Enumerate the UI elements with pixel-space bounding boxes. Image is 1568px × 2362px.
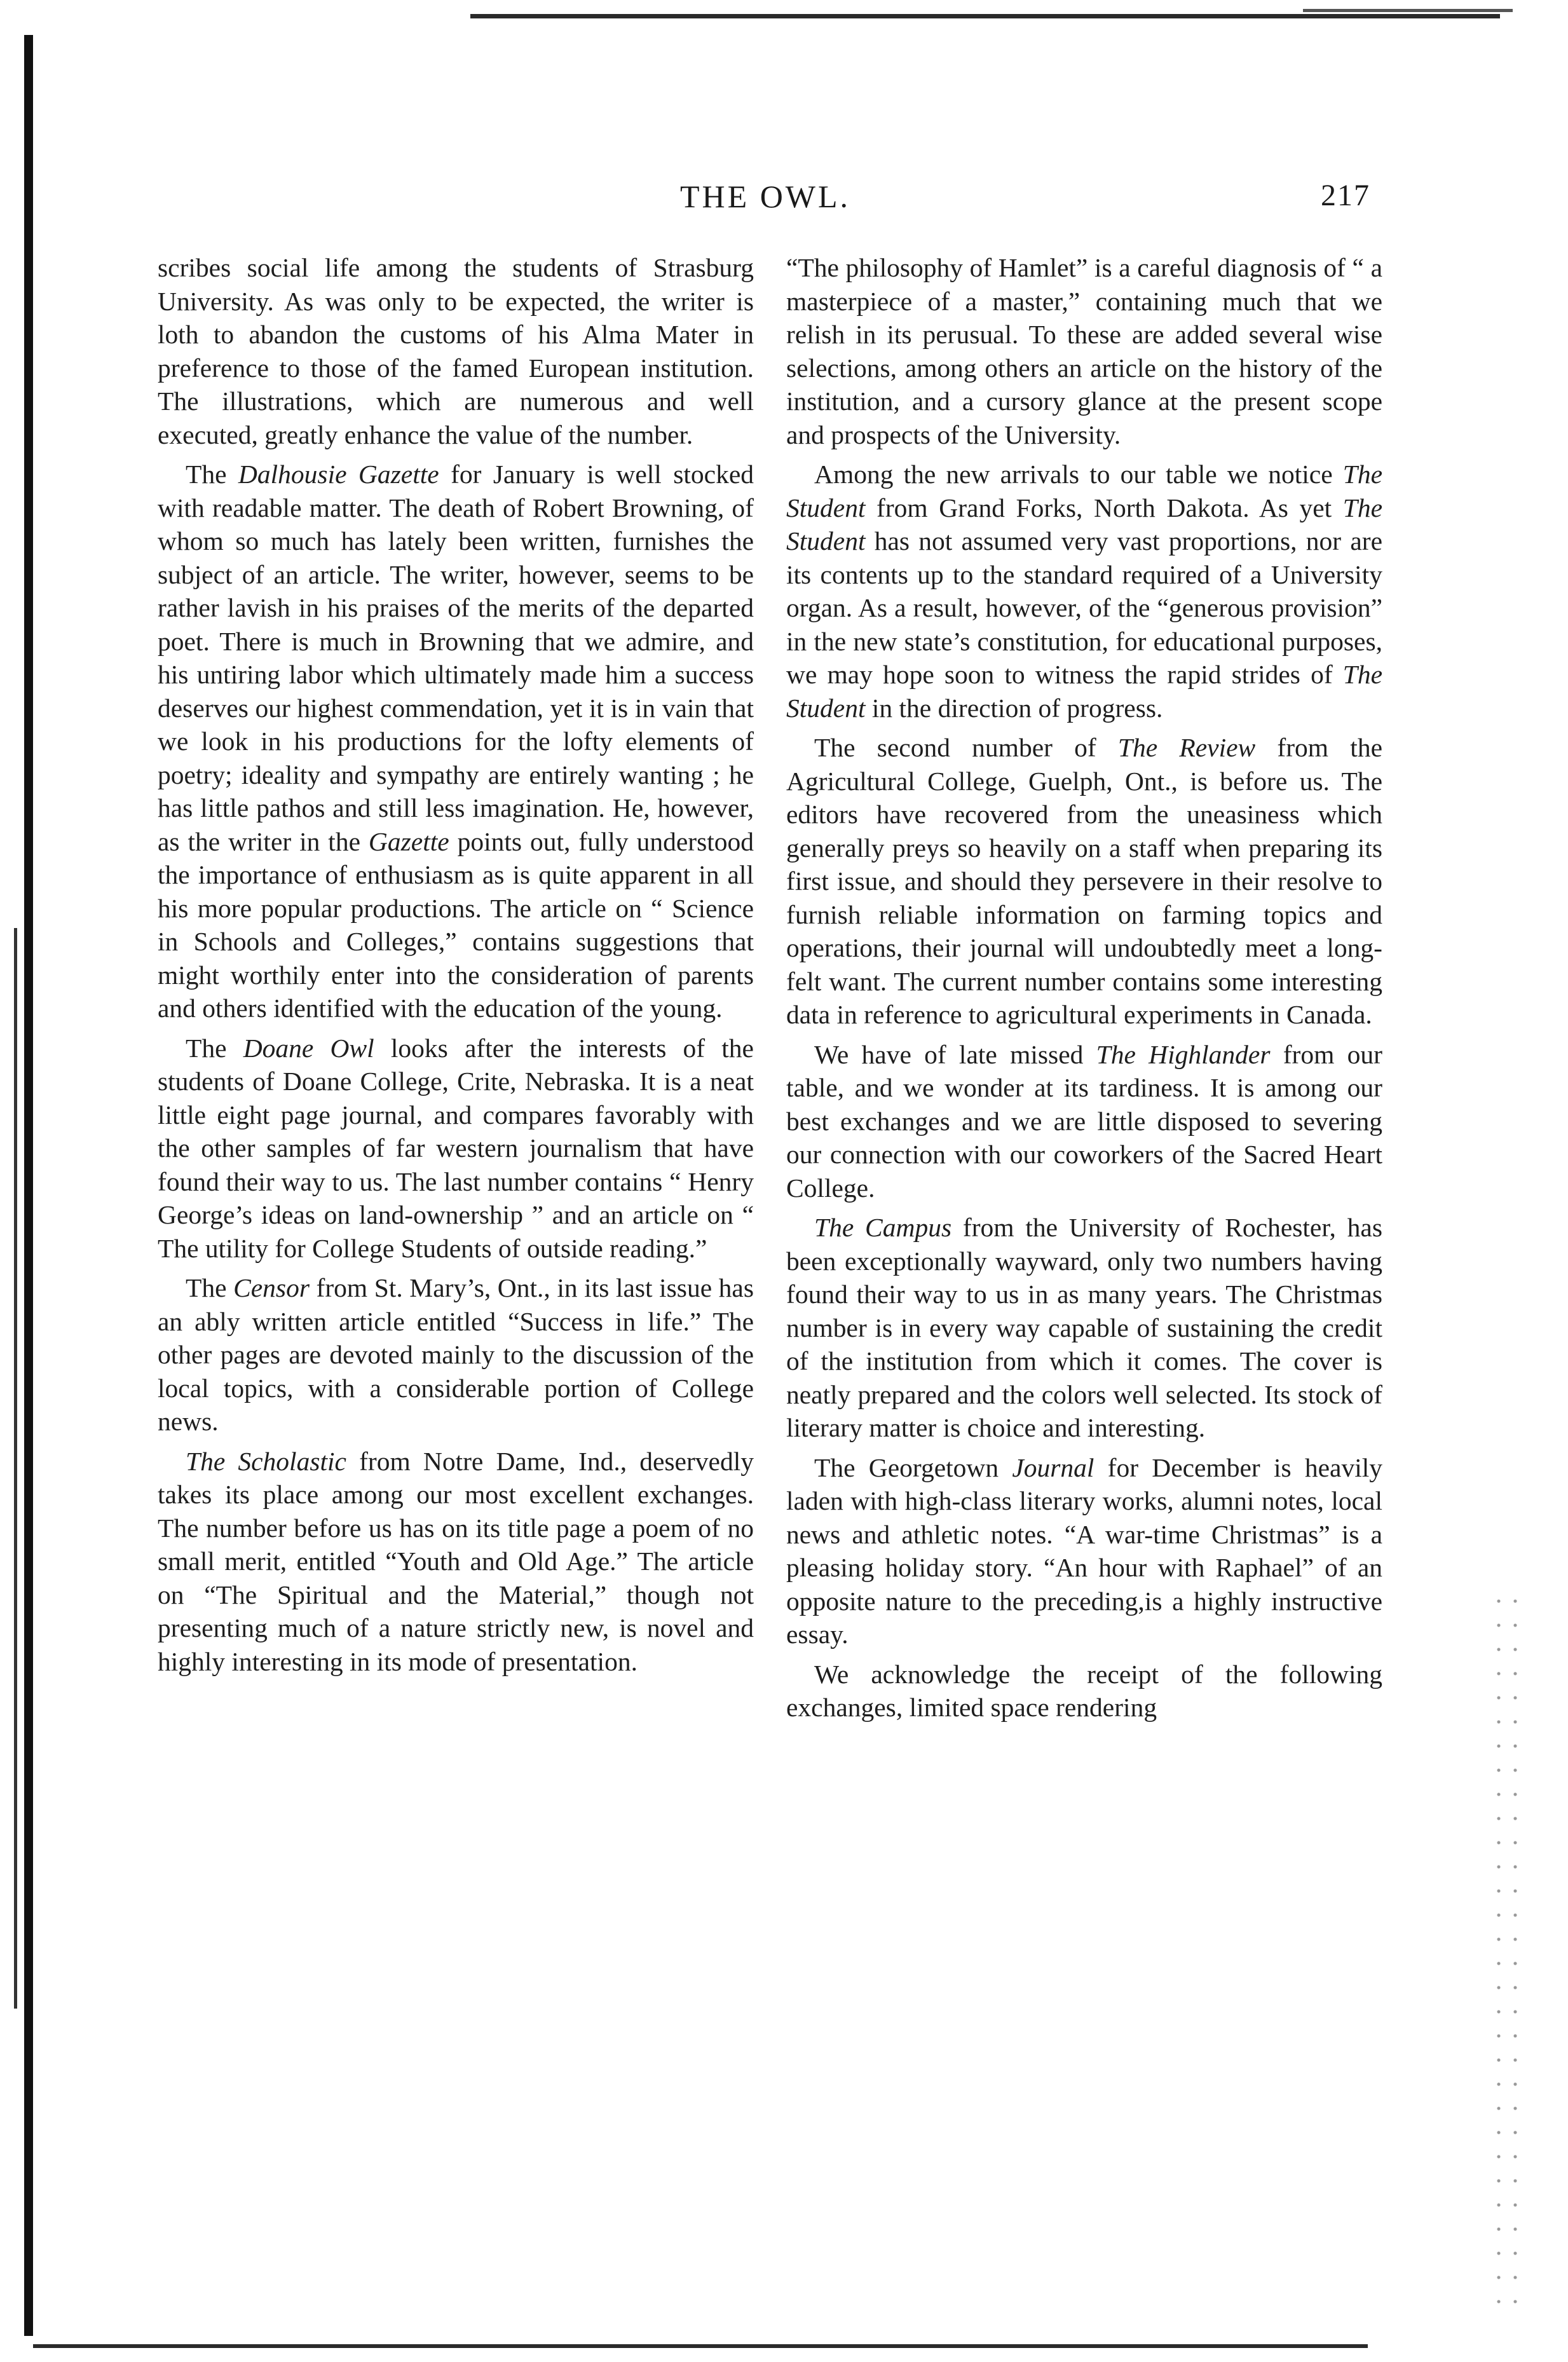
running-title: THE OWL. (680, 179, 851, 214)
binding-edge (24, 35, 33, 2336)
paragraph (786, 251, 1382, 451)
paragraph-text: We have of late missed (814, 1039, 1096, 1069)
right-column (786, 251, 1382, 1731)
top-rule (470, 14, 1500, 18)
publication-title: The Student (786, 460, 1382, 522)
paragraph-text: from the University of Rochester, has been exceptionally wayward, only two numbers having found their way to us in as many years. The Christmas number is in every way capable of sustaining the credit of the institution from which it comes. The cover is neatly prepared and the colors well selected. Its stock of literary matter is choice and interesting. (786, 1213, 1382, 1442)
bottom-rule (33, 2344, 1368, 2348)
paragraph (786, 1038, 1382, 1205)
paragraph-text: The second number of (814, 733, 1118, 762)
publication-title: The Student (786, 660, 1382, 723)
paragraph-text: has not assumed very vast proportions, nor are its contents up to the standard required of a University organ. As a result, however, of the “generous provision” in the new state’s constitution, for educational purposes, we may hope soon to witness the rapid strides of (786, 526, 1382, 689)
publication-title: The Review (1117, 733, 1256, 762)
paragraph (158, 251, 754, 451)
paragraph-text: from Notre Dame, Ind., deservedly takes its place among our most excellent exchanges. The number before us has on its title page a poem of no small merit, entitled “Youth and Old Age.” The article on “The Spiritual and the Material,” though not presenting much of a nature strictly new, is novel and highly interesting in its mode of presentation. (158, 1446, 754, 1676)
paragraph-text: looks after the interests of the students of Doane College, Crite, Nebraska. It is a neat little eight page journal, and compares favorably with the other samples of far western journalism that have found their way to us. The last number contains “ Henry George’s ideas on land-ownership ” and an article on “ The utility for College Students of outside reading.” (158, 1033, 754, 1263)
paragraph-text: The (186, 1033, 243, 1063)
paragraph-text: in the direction of progress. (865, 693, 1163, 723)
paragraph-text: from the Agricultural College, Guelph, Ont., is before us. The editors have recovered from the uneasiness which generally preys so heavily on a staff when preparing its first issue, and should they persevere in their resolve to furnish reliable information on farming topics and operations, their journal will undoubtedly meet a long-felt want. The current number contains some interesting data in reference to agricultural experiments in Canada. (786, 733, 1382, 1029)
paragraph-text: We acknowledge the receipt of the following exchanges, limited space rendering (786, 1659, 1382, 1722)
paragraph (786, 458, 1382, 725)
paragraph-text: The (186, 460, 238, 489)
publication-title: The Student (786, 493, 1382, 556)
paragraph-text: Among the new arrivals to our table we notice (814, 460, 1343, 489)
publication-title: The Campus (814, 1213, 952, 1242)
paragraph (786, 731, 1382, 1032)
publication-title: Dalhousie Gazette (238, 460, 439, 489)
binding-edge-thin (14, 928, 17, 2009)
paragraph (158, 1445, 754, 1679)
paragraph (158, 458, 754, 1025)
top-rule-fragment (1303, 9, 1513, 12)
page-number: 217 (1321, 179, 1370, 212)
paragraph (786, 1658, 1382, 1724)
left-column (158, 251, 754, 1684)
paragraph (786, 1211, 1382, 1445)
paragraph-text: from Grand Forks, North Dakota. As yet (865, 493, 1343, 522)
paragraph-text: for December is heavily laden with high-class literary works, alumni notes, local news and athletic notes. “A war-time Christmas” is a pleasing holiday story. “An hour with Raphael” of an opposite nature to the preceding,is a highly instructive essay. (786, 1452, 1382, 1649)
paragraph-text: points out, fully understood the importance of enthusiasm as is quite apparent in all his more popular productions. The article on “ Science in Schools and Colleges,” contains suggestions that might worthily enter into the consideration of parents and others identified with the education of the young. (158, 826, 754, 1023)
publication-title: The Scholastic (186, 1446, 346, 1476)
paragraph-text: The (186, 1273, 234, 1302)
paragraph (158, 1032, 754, 1266)
publication-title: Gazette (368, 826, 449, 856)
scan-specks (1490, 1589, 1529, 2320)
paragraph (786, 1451, 1382, 1651)
paragraph-text: from our table, and we wonder at its tardiness. It is among our best exchanges and we are little disposed to severing our connection with our coworkers of the Sacred Heart College. (786, 1039, 1382, 1203)
publication-title: Censor (233, 1273, 310, 1302)
paragraph-text: “The philosophy of Hamlet” is a careful diagnosis of “ a masterpiece of a master,” containing much that we relish in its perusual. To these are added several wise selections, among others an article on the history of the institution, and a cursory glance at the present scope and prospects of the University. (786, 253, 1382, 449)
paragraph (158, 1271, 754, 1438)
publication-title: Doane Owl (243, 1033, 374, 1063)
paragraph-text: for January is well stocked with readable matter. The death of Robert Browning, of whom so much has lately been written, furnishes the subject of an article. The writer, however, seems to be rather lavish in his praises of the merits of the departed poet. There is much in Browning that we admire, and his untiring labor which ultimately made him a success deserves our highest commendation, yet it is in vain that we look in his productions for the lofty elements of poetry; ideality and sympathy are entirely wanting ; he has little pathos and still less imagination. He, however, as the writer in the (158, 460, 754, 856)
page-header (0, 178, 1568, 222)
paragraph-text: from St. Mary’s, Ont., in its last issue has an ably written article entitled “Success in life.” The other pages are devoted mainly to the discussion of the local topics, with a considerable portion of College news. (158, 1273, 754, 1436)
publication-title: Journal (1012, 1452, 1094, 1482)
paragraph-text: scribes social life among the students of Strasburg University. As was only to be expected, the writer is loth to abandon the customs of his Alma Mater in preference to those of the famed European institution. The illustrations, which are numerous and well executed, greatly enhance the value of the number. (158, 253, 754, 449)
paragraph-text: The Georgetown (814, 1452, 1012, 1482)
publication-title: The Highlander (1096, 1039, 1271, 1069)
